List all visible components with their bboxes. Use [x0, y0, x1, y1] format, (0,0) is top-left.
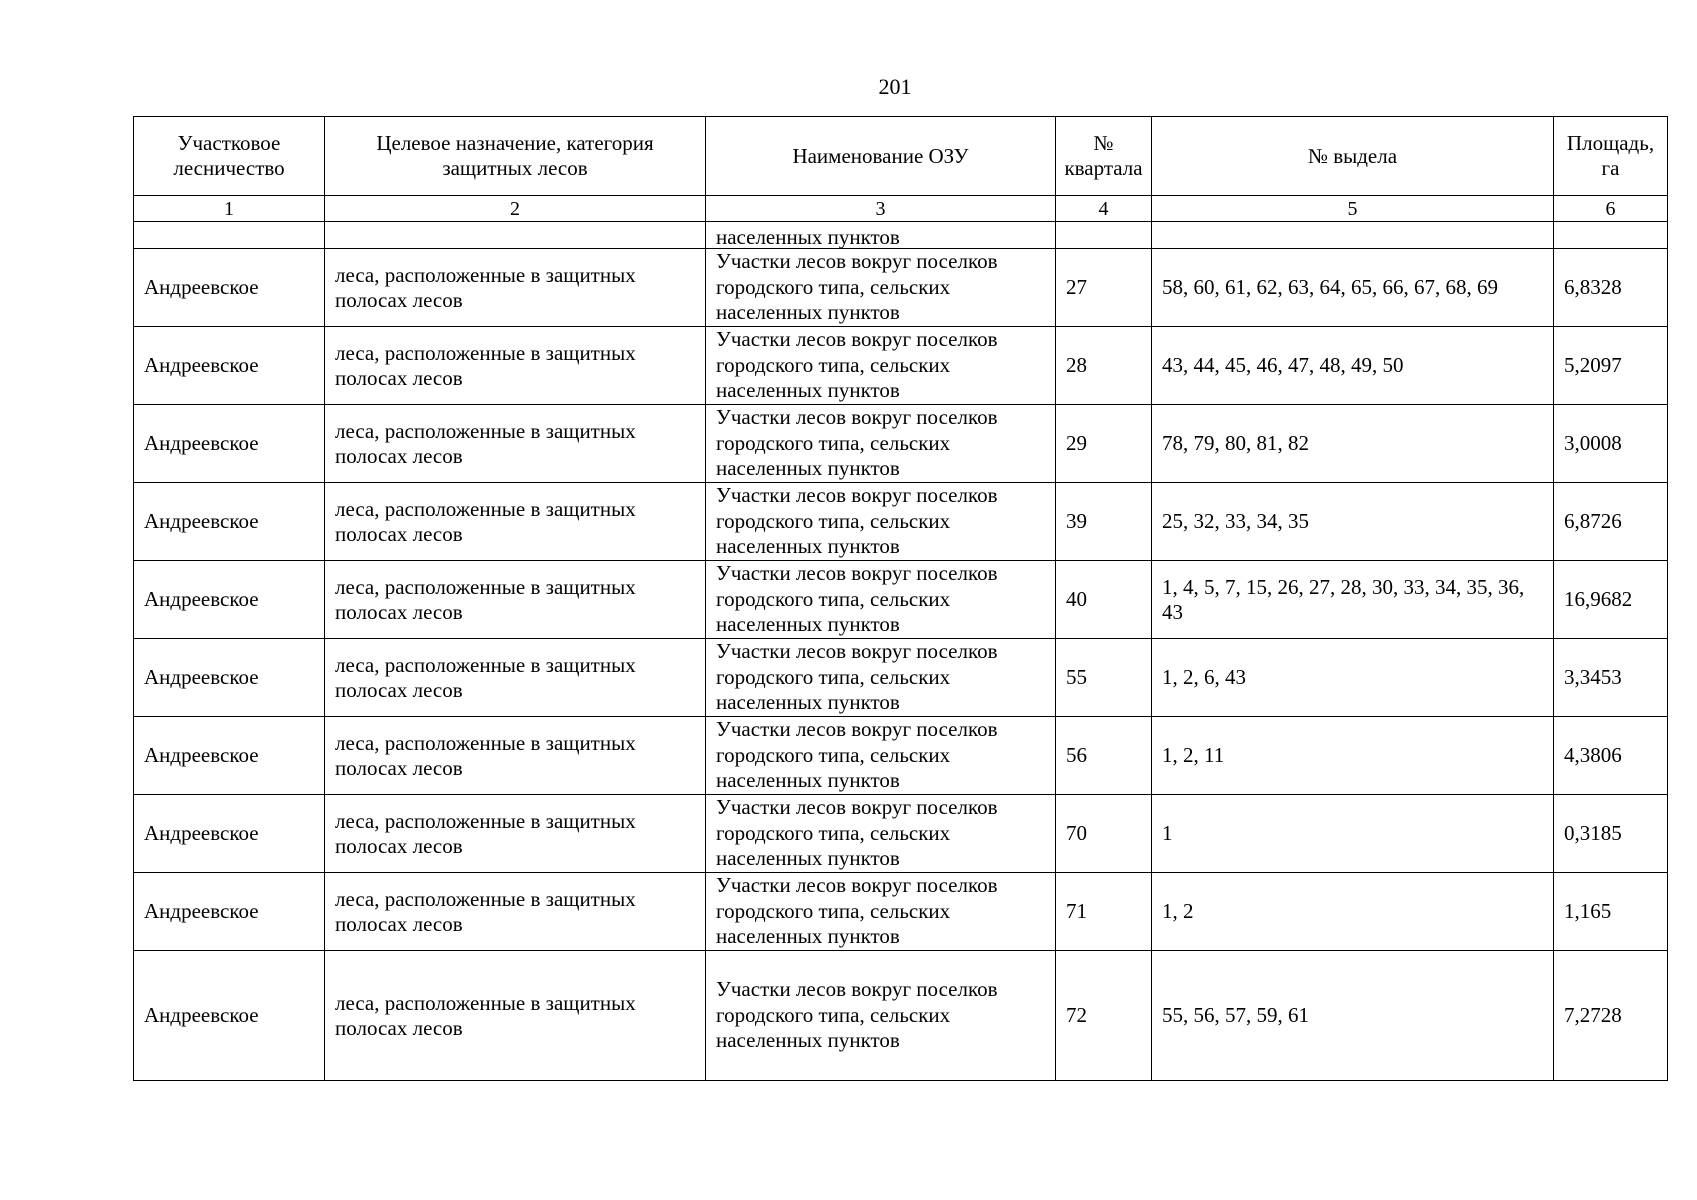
column-number: 5	[1152, 196, 1554, 222]
cell-purpose: леса, расположенные в защитных полосах лесов	[325, 795, 706, 873]
column-number: 6	[1554, 196, 1668, 222]
cell-purpose: леса, расположенные в защитных полосах лесов	[325, 717, 706, 795]
table-row	[134, 249, 1668, 327]
cell-sections: 25, 32, 33, 34, 35	[1152, 483, 1554, 561]
page-number: 201	[878, 74, 912, 99]
cell-quarter: 70	[1056, 795, 1152, 873]
cell-quarter: 56	[1056, 717, 1152, 795]
cell-area: 4,3806	[1554, 717, 1668, 795]
cell-area: 16,9682	[1554, 561, 1668, 639]
table-row	[134, 561, 1668, 639]
cell-ozu-name: Участки лесов вокруг поселков городского типа, сельских населенных пунктов	[706, 951, 1056, 1081]
cell-ozu-name: Участки лесов вокруг поселков городского типа, сельских населенных пунктов	[706, 717, 1056, 795]
cell-ozu-name: Участки лесов вокруг поселков городского типа, сельских населенных пунктов	[706, 873, 1056, 951]
column-number: 1	[134, 196, 325, 222]
cell-forestry: Андреевское	[134, 483, 325, 561]
cell-forestry: Андреевское	[134, 327, 325, 405]
cell-purpose: леса, расположенные в защитных полосах лесов	[325, 873, 706, 951]
cell-forestry: Андреевское	[134, 717, 325, 795]
cell-forestry: Андреевское	[134, 405, 325, 483]
cell-purpose: леса, расположенные в защитных полосах лесов	[325, 561, 706, 639]
cell-forestry: Андреевское	[134, 795, 325, 873]
cell-forestry: Андреевское	[134, 561, 325, 639]
cell-sections: 55, 56, 57, 59, 61	[1152, 951, 1554, 1081]
cell-ozu-name: Участки лесов вокруг поселков городского типа, сельских населенных пунктов	[706, 327, 1056, 405]
header-ozu-name: Наименование ОЗУ	[706, 117, 1056, 196]
continuation-row	[134, 222, 1668, 249]
cell-ozu-name: Участки лесов вокруг поселков городского типа, сельских населенных пунктов	[706, 249, 1056, 327]
cell-sections: 1, 2, 6, 43	[1152, 639, 1554, 717]
cell-area: 6,8726	[1554, 483, 1668, 561]
cell-sections: 1, 2, 11	[1152, 717, 1554, 795]
column-number: 2	[325, 196, 706, 222]
header-purpose: Целевое назначение, категория защитных лесов	[325, 117, 706, 196]
table-row	[134, 795, 1668, 873]
cell-area	[1554, 222, 1668, 249]
cell-area: 5,2097	[1554, 327, 1668, 405]
cell-sections: 1, 4, 5, 7, 15, 26, 27, 28, 30, 33, 34, 35, 36, 43	[1152, 561, 1554, 639]
cell-purpose: леса, расположенные в защитных полосах лесов	[325, 483, 706, 561]
cell-forestry: Андреевское	[134, 951, 325, 1081]
cell-ozu-name: Участки лесов вокруг поселков городского типа, сельских населенных пунктов	[706, 795, 1056, 873]
cell-sections: 1	[1152, 795, 1554, 873]
cell-ozu-name: Участки лесов вокруг поселков городского типа, сельских населенных пунктов	[706, 639, 1056, 717]
cell-forestry: Андреевское	[134, 249, 325, 327]
cell-quarter: 40	[1056, 561, 1152, 639]
table-row	[134, 405, 1668, 483]
cell-purpose: леса, расположенные в защитных полосах лесов	[325, 639, 706, 717]
table-row	[134, 639, 1668, 717]
cell-forestry	[134, 222, 325, 249]
cell-quarter: 27	[1056, 249, 1152, 327]
header-sections: № выдела	[1152, 117, 1554, 196]
cell-sections: 43, 44, 45, 46, 47, 48, 49, 50	[1152, 327, 1554, 405]
cell-purpose: леса, расположенные в защитных полосах лесов	[325, 405, 706, 483]
header-forestry: Участковое лесничество	[134, 117, 325, 196]
cell-area: 7,2728	[1554, 951, 1668, 1081]
cell-quarter: 55	[1056, 639, 1152, 717]
cell-quarter: 72	[1056, 951, 1152, 1081]
cell-forestry: Андреевское	[134, 873, 325, 951]
cell-area: 3,0008	[1554, 405, 1668, 483]
cell-quarter: 39	[1056, 483, 1152, 561]
cell-purpose	[325, 222, 706, 249]
cell-quarter: 29	[1056, 405, 1152, 483]
cell-purpose: леса, расположенные в защитных полосах лесов	[325, 951, 706, 1081]
table-row	[134, 717, 1668, 795]
cell-purpose: леса, расположенные в защитных полосах лесов	[325, 327, 706, 405]
cell-sections: 1, 2	[1152, 873, 1554, 951]
table-row	[134, 873, 1668, 951]
cell-ozu-name: Участки лесов вокруг поселков городского типа, сельских населенных пунктов	[706, 405, 1056, 483]
cell-purpose: леса, расположенные в защитных полосах лесов	[325, 249, 706, 327]
header-area: Площадь, га	[1554, 117, 1668, 196]
cell-area: 1,165	[1554, 873, 1668, 951]
cell-ozu-name: Участки лесов вокруг поселков городского типа, сельских населенных пунктов	[706, 561, 1056, 639]
cell-forestry: Андреевское	[134, 639, 325, 717]
cell-sections: 58, 60, 61, 62, 63, 64, 65, 66, 67, 68, 69	[1152, 249, 1554, 327]
column-number-row	[134, 196, 1668, 222]
table-row	[134, 483, 1668, 561]
cell-ozu-name: населенных пунктов	[706, 222, 1056, 249]
column-number: 4	[1056, 196, 1152, 222]
table-row	[134, 327, 1668, 405]
cell-area: 6,8328	[1554, 249, 1668, 327]
ozu-table	[133, 116, 1668, 1081]
cell-sections	[1152, 222, 1554, 249]
cell-quarter	[1056, 222, 1152, 249]
header-row	[134, 117, 1668, 196]
table-row	[134, 951, 1668, 1081]
cell-area: 3,3453	[1554, 639, 1668, 717]
header-quarter: № квартала	[1056, 117, 1152, 196]
cell-quarter: 28	[1056, 327, 1152, 405]
cell-quarter: 71	[1056, 873, 1152, 951]
cell-area: 0,3185	[1554, 795, 1668, 873]
column-number: 3	[706, 196, 1056, 222]
cell-ozu-name: Участки лесов вокруг поселков городского типа, сельских населенных пунктов	[706, 483, 1056, 561]
cell-sections: 78, 79, 80, 81, 82	[1152, 405, 1554, 483]
